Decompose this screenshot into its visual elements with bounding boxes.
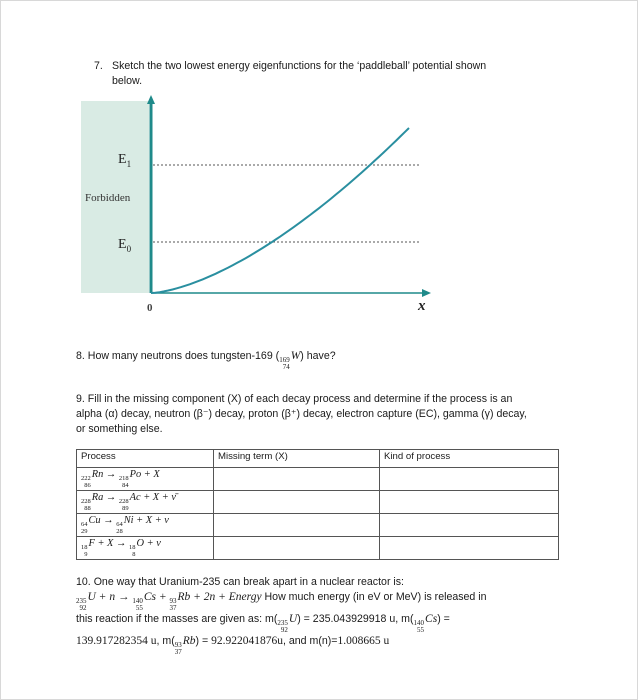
q9-line2: alpha (α) decay, neutron (β⁻) decay, proton (β⁺) decay, electron capture (EC), gamma (γ) decay, [76, 408, 527, 420]
table-row [77, 537, 559, 560]
table-row [77, 514, 559, 537]
rubidium-mass: 92.922041876u [211, 635, 284, 647]
kind-cell[interactable] [380, 514, 559, 537]
fission-reaction: 235 92 U + n → 140 55 Cs + 93 37 Rb + 2n + Energy [76, 591, 262, 612]
process-cell: 228 88 Ra → 228 89 Ac + X + ν̄ [77, 491, 214, 514]
potential-curve [151, 128, 409, 293]
q10-line3-text: this reaction if the masses are given as: m( [76, 613, 278, 625]
reaction-tail: + 2n + Energy [193, 591, 262, 603]
q7-line1: Sketch the two lowest energy eigenfunctions for the ‘paddleball’ potential shown [112, 60, 487, 72]
header-kind-of-process: Kind of process [380, 450, 559, 468]
wall-arrowhead [147, 95, 155, 104]
kind-cell[interactable] [380, 491, 559, 514]
q10-line4: 139.917282354 u, m( 93 37 Rb) = 92.922041876u, and m(n)=1.008665 u [76, 635, 390, 656]
uranium-mass: 235.043929918 u [312, 613, 396, 625]
question-10 [76, 575, 576, 656]
x-axis-arrowhead [422, 289, 431, 297]
tungsten-mass: 169 [279, 356, 290, 364]
q8-text: How many neutrons does tungsten-169 ( [87, 350, 280, 362]
q8-tail: ) have? [300, 350, 336, 362]
tungsten-atomic: 74 [282, 363, 290, 371]
q9-number: 9. [76, 393, 85, 405]
question-8 [76, 349, 336, 371]
cesium-mass: 139.917282354 u [76, 635, 157, 647]
paddleball-potential-chart [81, 93, 441, 318]
q10-line1: One way that Uranium-235 can break apart in a nuclear reactor is: [93, 576, 405, 588]
header-missing-term: Missing term (X) [214, 450, 380, 468]
q9-line1: Fill in the missing component (X) of each decay process and determine if the process is an [87, 393, 513, 405]
origin-label: 0 [147, 302, 153, 314]
missing-term-cell[interactable] [214, 537, 380, 560]
decay-table [76, 449, 559, 560]
missing-term-cell[interactable] [214, 491, 380, 514]
missing-term-cell[interactable] [214, 468, 380, 491]
process-cell: 222 86 Rn → 218 84 Po + X [77, 468, 214, 491]
header-process: Process [77, 450, 214, 468]
table-row [77, 491, 559, 514]
q7-line2: below. [112, 75, 143, 87]
question-9 [76, 392, 566, 437]
tungsten-symbol: W [290, 350, 301, 362]
q10-question: How much energy (in eV or MeV) is released in [264, 591, 487, 603]
q9-line3: or something else. [76, 423, 163, 435]
e0-label: $E_0$ [118, 237, 132, 254]
q10-number: 10. [76, 576, 91, 588]
process-cell: 64 29 Cu → 64 28 Ni + X + ν [77, 514, 214, 537]
kind-cell[interactable] [380, 537, 559, 560]
q7-number: 7. [94, 60, 103, 72]
q8-number: 8. [76, 350, 85, 362]
kind-cell[interactable] [380, 468, 559, 491]
tungsten-nuclide [279, 350, 301, 371]
table-header-row [77, 450, 559, 468]
question-7 [94, 59, 554, 89]
e1-label: $E_1$ [118, 152, 132, 169]
x-axis-label: x [418, 298, 426, 314]
q10-line2 [76, 590, 576, 612]
neutron-mass: 1.008665 u [337, 635, 390, 647]
forbidden-label: Forbidden [85, 192, 131, 204]
table-row [77, 468, 559, 491]
missing-term-cell[interactable] [214, 514, 380, 537]
q10-line3: this reaction if the masses are given as: m( 235 92 U) = 235.043929918 u, m( 140 55 Cs) = [76, 613, 450, 634]
process-cell: 18 9 F + X → 18 8 O + ν [77, 537, 214, 560]
